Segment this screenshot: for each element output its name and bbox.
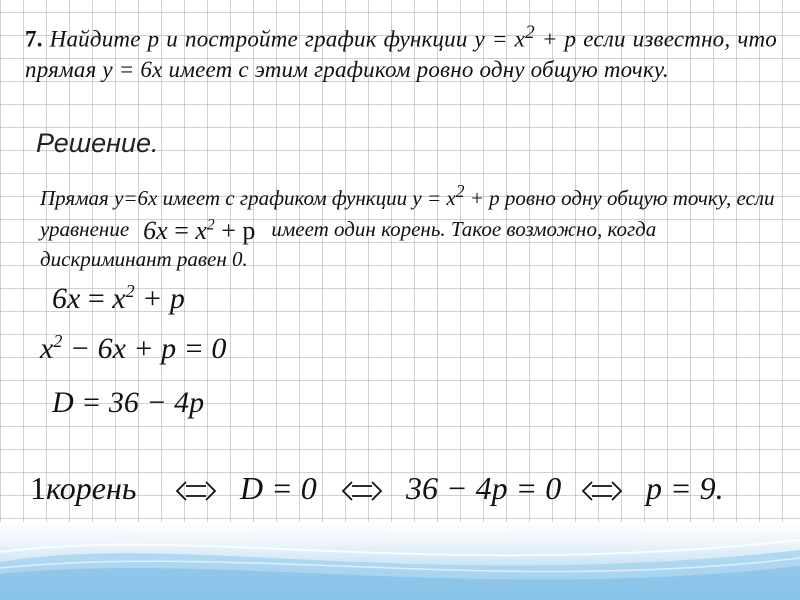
conclusion-word: корень — [46, 470, 137, 506]
eq2-base: x — [40, 332, 54, 365]
conclusion-expression: 36 − 4p = 0 — [406, 470, 562, 506]
explanation-exponent: 2 — [455, 181, 465, 201]
conclusion-root-count — [30, 470, 136, 507]
eq1-rest: + p — [134, 282, 185, 315]
problem-text-part1: Найдите p и постройте график функции y = x — [42, 26, 526, 52]
inline-eq-lhs: 6x — [143, 216, 168, 245]
double-arrow-icon — [341, 480, 383, 502]
eq2-exponent: 2 — [53, 331, 63, 351]
problem-exponent: 2 — [525, 22, 535, 43]
problem-number: 7. — [25, 26, 43, 52]
solution-heading: Решение. — [36, 128, 159, 158]
conclusion-result: p = 9. — [646, 470, 724, 506]
explanation-part1: Прямая y=6x имеет с графиком функции y = x — [40, 186, 456, 210]
conclusion-d-zero: D = 0 — [240, 470, 317, 506]
problem-text-part2: + p если известно, что прямая y = 6x имеет с этим графиком ровно одну общую точку. — [25, 26, 778, 82]
eq1-lhs: 6x — [52, 282, 81, 315]
conclusion-one: 1 — [30, 470, 46, 506]
solution-explanation — [40, 176, 780, 274]
explanation-part3: имеет один корень. Такое возможно, когда дискриминант равен 0. — [40, 217, 657, 271]
inline-equation — [143, 216, 255, 246]
equation-discriminant: D = 36 − 4p — [52, 386, 205, 419]
conclusion-line — [30, 470, 790, 514]
explanation-part2: + p ровно одну общую точку, если уравнение — [40, 186, 775, 241]
eq1-exponent: 2 — [125, 281, 135, 301]
inline-eq-base: x — [195, 216, 207, 245]
inline-eq-equals: = — [167, 216, 196, 245]
inline-eq-rest: + p — [214, 216, 256, 245]
inline-eq-exponent: 2 — [206, 216, 215, 234]
equation-2 — [40, 332, 226, 366]
equation-1 — [52, 282, 185, 316]
wave-decoration — [0, 522, 800, 600]
eq1-base: x — [112, 282, 126, 315]
eq2-rest: − 6x + p = 0 — [62, 332, 227, 365]
footer-decoration — [0, 522, 800, 600]
eq1-equals: = — [80, 282, 113, 315]
double-arrow-icon — [581, 480, 623, 502]
double-arrow-icon — [175, 480, 217, 502]
problem-statement — [25, 18, 777, 85]
